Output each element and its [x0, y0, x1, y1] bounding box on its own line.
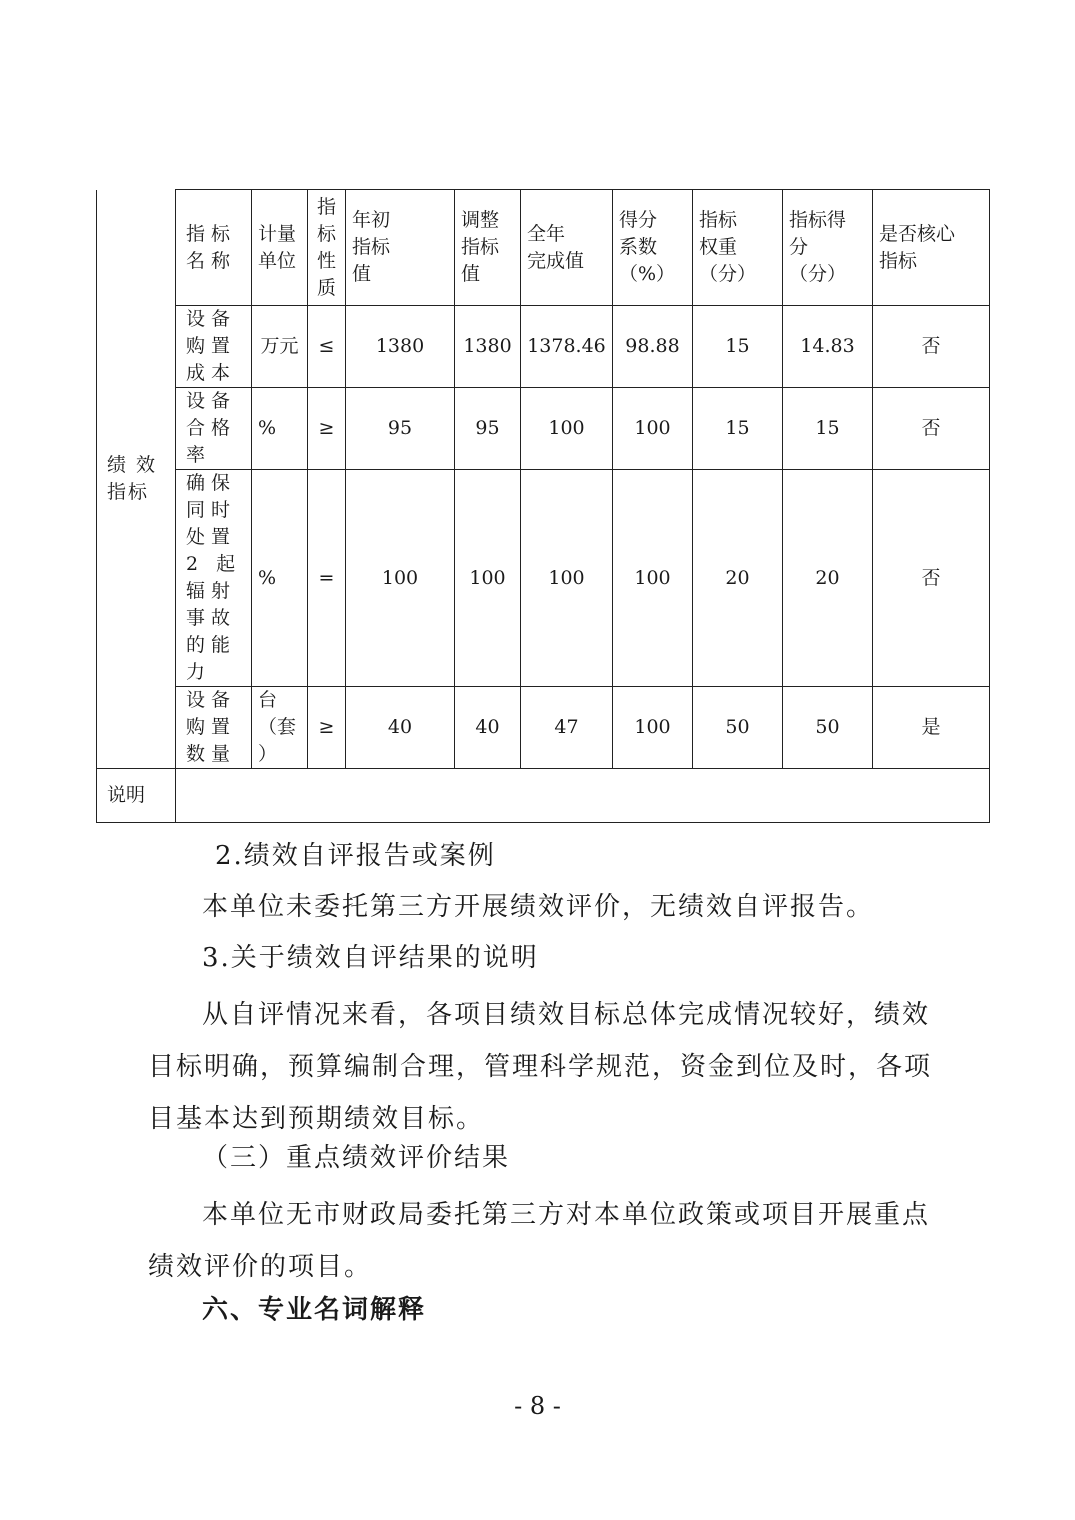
unit: 万元 [252, 306, 308, 388]
indicator-score: 14.83 [783, 306, 873, 388]
actual-value: 100 [521, 470, 613, 687]
header-score-coefficient: 得分 系数 （%） [613, 190, 693, 306]
header-indicator-score: 指标得 分 （分） [783, 190, 873, 306]
indicator-name: 设备 购置 数量 [176, 687, 252, 769]
paragraph-self-evaluation-report: 本单位未委托第三方开展绩效评价，无绩效自评报告。 [202, 892, 875, 922]
header-unit: 计量 单位 [252, 190, 308, 306]
nature: ≥ [308, 687, 346, 769]
actual-value: 47 [521, 687, 613, 769]
nature: ≥ [308, 388, 346, 470]
weight: 50 [693, 687, 783, 769]
unit: 台 （套 ） [252, 687, 308, 769]
note-row [97, 769, 990, 823]
score-coefficient: 100 [613, 388, 693, 470]
heading-self-evaluation-explanation: 3.关于绩效自评结果的说明 [202, 943, 539, 973]
note-label: 说明 [97, 769, 176, 823]
core-indicator: 否 [873, 388, 990, 470]
initial-target: 1380 [346, 306, 455, 388]
actual-value: 100 [521, 388, 613, 470]
page-number: - 8 - [514, 1392, 561, 1420]
nature: = [308, 470, 346, 687]
indicator-name: 设备 合格 率 [176, 388, 252, 470]
table-header-row [97, 190, 990, 306]
paragraph-key-evaluation: 本单位无市财政局委托第三方对本单位政策或项目开展重点绩效评价的项目。 [148, 1200, 931, 1282]
table-row [97, 470, 990, 687]
adjusted-target: 40 [455, 687, 521, 769]
actual-value: 1378.46 [521, 306, 613, 388]
score-coefficient: 98.88 [613, 306, 693, 388]
header-core-indicator: 是否核心 指标 [873, 190, 990, 306]
section-heading-terms: 六、专业名词解释 [202, 1295, 427, 1325]
performance-indicator-table [96, 189, 990, 823]
adjusted-target: 95 [455, 388, 521, 470]
core-indicator: 否 [873, 306, 990, 388]
initial-target: 95 [346, 388, 455, 470]
weight: 15 [693, 306, 783, 388]
indicator-score: 50 [783, 687, 873, 769]
indicator-name: 确保 同时 处置 2 起 辐射 事故 的能 力 [176, 470, 252, 687]
initial-target: 40 [346, 687, 455, 769]
indicator-score: 20 [783, 470, 873, 687]
table-row [97, 388, 990, 470]
header-adjusted-target: 调整 指标 值 [455, 190, 521, 306]
initial-target: 100 [346, 470, 455, 687]
core-indicator: 否 [873, 470, 990, 687]
weight: 15 [693, 388, 783, 470]
category-cell: 绩 效 指标 [97, 190, 176, 769]
score-coefficient: 100 [613, 687, 693, 769]
paragraph-self-evaluation-explanation: 从自评情况来看，各项目绩效目标总体完成情况较好，绩效目标明确，预算编制合理，管理科学规范，资金到位及时，各项目基本达到预期绩效目标。 [148, 1000, 933, 1134]
header-nature: 指 标 性 质 [308, 190, 346, 306]
header-initial-target: 年初 指标 值 [346, 190, 455, 306]
heading-self-evaluation-report: 2.绩效自评报告或案例 [215, 841, 496, 871]
table-row [97, 306, 990, 388]
unit: % [252, 470, 308, 687]
unit: % [252, 388, 308, 470]
adjusted-target: 100 [455, 470, 521, 687]
note-value [176, 769, 990, 823]
heading-key-evaluation: （三）重点绩效评价结果 [202, 1143, 511, 1173]
core-indicator: 是 [873, 687, 990, 769]
header-indicator-name: 指标 名称 [176, 190, 252, 306]
nature: ≤ [308, 306, 346, 388]
adjusted-target: 1380 [455, 306, 521, 388]
indicator-score: 15 [783, 388, 873, 470]
header-actual-value: 全年 完成值 [521, 190, 613, 306]
indicator-name: 设备 购置 成本 [176, 306, 252, 388]
header-weight: 指标 权重 （分） [693, 190, 783, 306]
table-row [97, 687, 990, 769]
score-coefficient: 100 [613, 470, 693, 687]
weight: 20 [693, 470, 783, 687]
